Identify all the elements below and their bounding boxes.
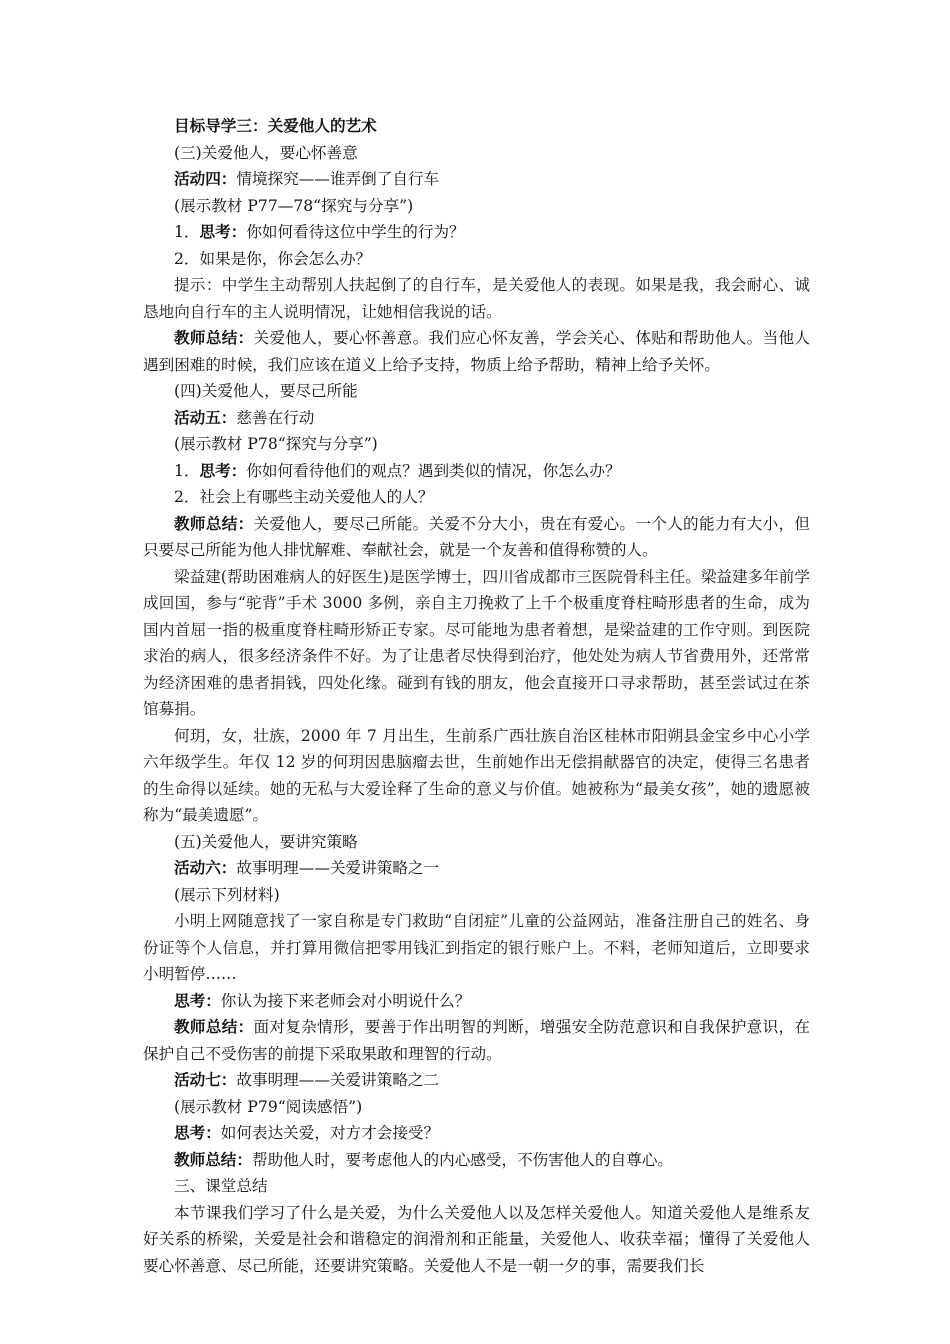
question-number: 1．: [174, 223, 200, 241]
part5-heading: (五)关爱他人，要讲究策略: [174, 832, 358, 851]
activity-seven-text: 故事明理——关爱讲策略之二: [236, 1071, 440, 1089]
think-text: 你认为接下来老师会对小明说什么？: [220, 991, 471, 1010]
think-seven: [143, 1120, 810, 1147]
conclusion-heading: 三、课堂总结: [174, 1177, 268, 1195]
activity-five-text: 慈善在行动: [236, 408, 315, 427]
part3-source: (展示教材 P77—78“探究与分享”): [174, 196, 414, 215]
question-text: 你如何看待这位中学生的行为？: [246, 223, 465, 241]
conclusion-text: 本节课我们学习了什么是关爱，为什么关爱他人以及怎样关爱他人。知道关爱他人是维系友好关系的桥梁，关爱是社会和谐稳定的润滑剂和正能量，关爱他人、收获幸福；懂得了关爱他人要心怀善意、尽己所能，还要讲究策略。关爱他人不是一朝一夕的事，需要我们长: [143, 1203, 810, 1275]
think-label: 思考：: [174, 990, 221, 1010]
think-label: 思考：: [199, 222, 247, 241]
summary-label: 教师总结：: [174, 1149, 252, 1169]
question-text: 你如何看待他们的观点？遇到类似的情况，你怎么办？: [246, 461, 621, 480]
summary-text: 关爱他人，要心怀善意。我们应心怀友善，学会关心、体贴和帮助他人。当他人遇到困难的时候，我们应该在道义上给予支持，物质上给予帮助，精神上给予关怀。: [143, 329, 810, 374]
part3-question-1: [143, 219, 810, 246]
story-xiaoming: 小明上网随意找了一家自称是专门救助“自闭症”儿童的公益网站，准备注册自己的姓名、身份证等个人信息，并打算用微信把零用钱汇到指定的银行账户上。不料，老师知道后，立即要求小明暂停……: [143, 912, 810, 983]
part3-tip: 提示：中学生主动帮别人扶起倒了的自行车，是关爱他人的表现。如果是我，我会耐心、诚恳地向自行车的主人说明情况，让她相信我说的话。: [143, 276, 810, 321]
part4-question-1: [143, 458, 810, 485]
activity-four-text: 情境探究——谁弄倒了自行车: [236, 170, 440, 188]
part4-heading: (四)关爱他人，要尽己所能: [174, 382, 358, 400]
activity-seven: [143, 1067, 810, 1094]
part5-source-7: (展示教材 P79“阅读感悟”): [174, 1097, 363, 1116]
document-page: [143, 113, 810, 1279]
part3-question-2: 2．如果是你，你会怎么办？: [174, 249, 372, 268]
activity-five: [143, 405, 810, 432]
part3-summary: [143, 325, 810, 378]
part4-source: (展示教材 P78“探究与分享”): [174, 435, 378, 453]
story-liang-yijian: 梁益建(帮助困难病人的好医生)是医学博士，四川省成都市三医院骨科主任。梁益建多年前学成回国，参与“驼背”手术 3000 多例，亲自主刀挽救了上千个极重度脊柱畸形患者的生命，成为国内首屈一指的极重度脊柱畸形矫正专家。尽可能地为患者着想，是梁益建的工作守则。到医院求治的病人，很多经济条件不好。为了让患者尽快得到治疗，他处处为病人节省费用外，还常常为经济困难的患者捐钱，四处化缘。碰到有钱的朋友，他会直接开口寻求帮助，甚至尝试过在茶馆募捐。: [143, 567, 810, 718]
summary-label: 教师总结：: [174, 513, 254, 533]
summary-label: 教师总结：: [174, 328, 254, 347]
question-number: 1．: [174, 461, 200, 480]
summary-label: 教师总结：: [174, 1017, 254, 1036]
story-he-yue: 何玥，女，壮族，2000 年 7 月出生，生前系广西壮族自治区桂林市阳朔县金宝乡中心小学六年级学生。年仅 12 岁的何玥因患脑瘤去世，生前她作出无偿捐献器官的决定，使得三名患者的生命得以延续。她的无私与大爱诠释了生命的意义与价值。她被称为“最美女孩”，她的遗愿被称为“最美遗愿”。: [143, 726, 810, 824]
part5-source-6: (展示下列材料): [174, 885, 280, 904]
activity-five-label: 活动五：: [174, 407, 237, 427]
activity-seven-label: 活动七：: [174, 1070, 237, 1089]
think-six: [143, 988, 810, 1015]
summary-text: 帮助他人时，要考虑他人的内心感受，不伤害他人的自尊心。: [251, 1150, 674, 1169]
think-text: 如何表达关爱，对方才会接受？: [220, 1124, 440, 1142]
activity-four-label: 活动四：: [174, 169, 237, 188]
activity-four: [143, 166, 810, 193]
summary-text: 面对复杂情形，要善于作出明智的判断，增强安全防范意识和自我保护意识，在保护自己不受伤害的前提下采取果敢和理智的行动。: [143, 1018, 810, 1063]
summary-seven: [143, 1147, 810, 1174]
section-title: 目标导学三：关爱他人的艺术: [174, 116, 377, 135]
activity-six: [143, 855, 810, 882]
summary-text: 关爱他人，要尽己所能。关爱不分大小，贵在有爱心。一个人的能力有大小，但只要尽己所能为他人排忧解难、奉献社会，就是一个友善和值得称赞的人。: [143, 514, 810, 559]
activity-six-label: 活动六：: [174, 858, 237, 877]
think-label: 思考：: [199, 460, 247, 480]
activity-six-text: 故事明理——关爱讲策略之一: [236, 859, 440, 877]
summary-six: [143, 1014, 810, 1067]
think-label: 思考：: [174, 1123, 221, 1142]
part3-heading: (三)关爱他人，要心怀善意: [174, 143, 358, 162]
part4-summary: [143, 511, 810, 564]
part4-question-2: 2．社会上有哪些主动关爱他人的人？: [174, 488, 434, 506]
